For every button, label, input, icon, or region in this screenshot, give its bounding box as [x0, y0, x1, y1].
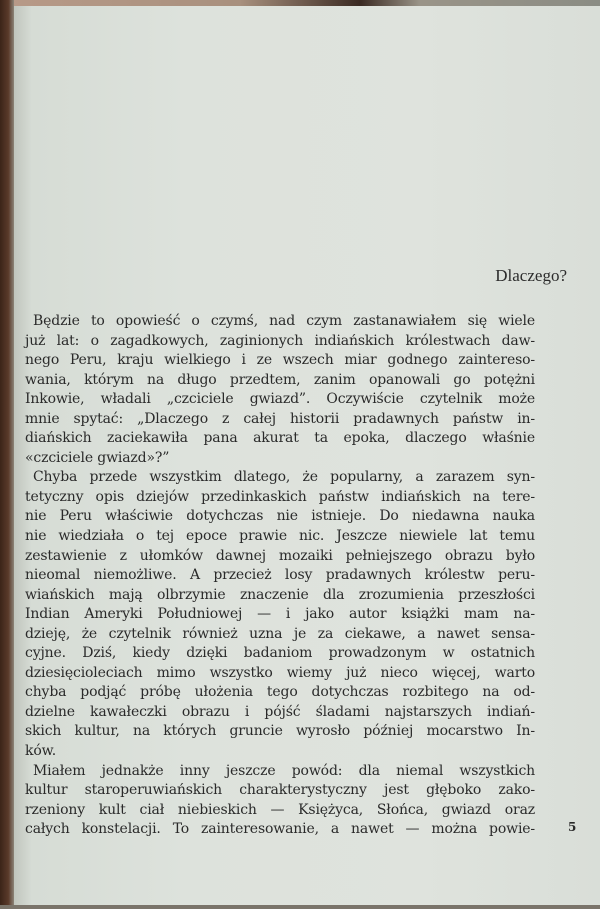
paragraph: [25, 468, 535, 761]
text-line: Chyba przede wszystkim dlatego, że popularny, a zarazem syn-: [33, 469, 535, 486]
page-bottom-edge: [0, 905, 600, 909]
chapter-heading: Dlaczego?: [495, 266, 567, 285]
text-line: kultur staroperuwiańskich charakterystyczny jest głęboko zako-: [25, 782, 535, 799]
text-line: Indian Ameryki Południowej — i jako autor książki mam na-: [25, 606, 535, 623]
text-line: nie Peru właściwie dotychczas nie istnieje. Do niedawna nauka: [25, 508, 535, 525]
text-line: dzielne kawałeczki obrazu i pójść śladami najstarszych indiań-: [25, 703, 535, 720]
text-line: dziesięcioleciach mimo wszystko wiemy już nieco więcej, warto: [25, 664, 535, 681]
paragraph: [25, 762, 535, 840]
text-line: Będzie to opowieść o czymś, nad czym zastanawiałem się wiele: [33, 313, 535, 329]
text-line: chyba podjąć próbę ułożenia tego dotychczas rozbitego na od-: [25, 684, 535, 701]
text-line: dzieję, że czytelnik również uzna je za ciekawe, a nawet sensa-: [25, 625, 535, 642]
text-line: Inkowie, władali „czciciele gwiazd”. Oczywiście czytelnik może: [25, 391, 535, 408]
text-line: Miałem jednakże inny jeszcze powód: dla niemal wszystkich: [33, 762, 535, 779]
book-spine-shadow: [0, 0, 14, 909]
text-line: wania, którym na długo przedtem, zanim opanowali go potężni: [25, 371, 535, 388]
page-number: 5: [568, 820, 577, 834]
text-line: ków.: [25, 743, 57, 760]
text-line: cyjne. Dziś, kiedy dzięki badaniom prowadzonym w ostatnich: [25, 645, 535, 662]
body-text: [25, 312, 535, 840]
text-line: nie wiedziała o tej epoce prawie nic. Jeszcze niewiele lat temu: [25, 528, 535, 545]
text-line: mnie spytać: „Dlaczego z całej historii pradawnych państw in-: [25, 410, 535, 427]
paragraph: [25, 312, 535, 468]
text-line: zestawienie z ułomków dawnej mozaiki pełniejszego obrazu było: [25, 547, 535, 564]
text-line: skich kultur, na których gruncie wyrosło później mocarstwo In-: [25, 723, 535, 740]
text-line: rzeniony kult ciał niebieskich — Księżyca, Słońca, gwiazd oraz: [25, 801, 535, 818]
text-line: nego Peru, kraju wielkiego i ze wszech miar godnego zaintereso-: [25, 352, 535, 369]
text-line: nieomal niemożliwe. A przecież losy pradawnych królestw peru-: [25, 567, 535, 584]
text-line: tetyczny opis dziejów przedinkaskich państw indiańskich na tere-: [25, 488, 535, 505]
text-line: «czciciele gwiazd»?”: [25, 449, 170, 466]
text-line: już lat: o zagadkowych, zaginionych indiańskich królestwach daw-: [25, 332, 535, 349]
text-line: wiańskich mają olbrzymie znaczenie dla zrozumienia przeszłości: [25, 586, 535, 603]
text-line: diańskich zaciekawiła pana akurat ta epoka, dlaczego właśnie: [25, 430, 535, 447]
text-line: całych konstelacji. To zainteresowanie, a nawet — można powie-: [25, 821, 535, 838]
